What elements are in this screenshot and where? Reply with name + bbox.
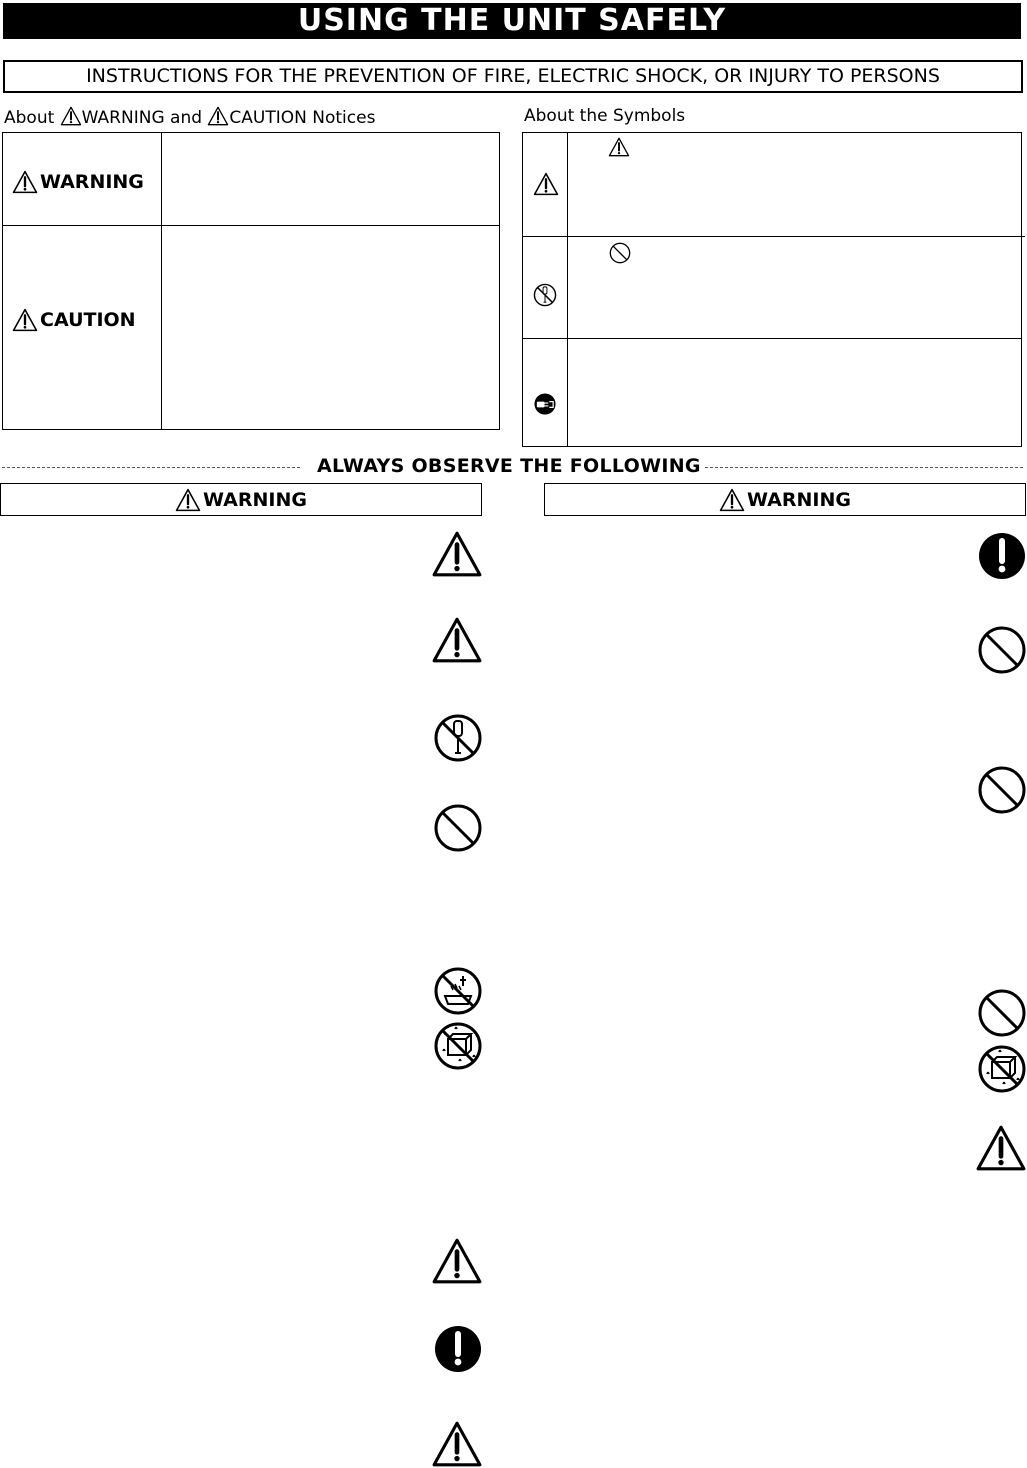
no-water-icon	[977, 1044, 1027, 1094]
heading-dash-right	[705, 467, 1023, 468]
notices-row-divider	[2, 225, 500, 226]
warning-notice-label	[12, 170, 144, 194]
page-title: USING THE UNIT SAFELY	[3, 3, 1021, 39]
no-disassemble-icon	[533, 283, 557, 307]
caution-triangle-icon	[12, 170, 38, 194]
triangle-caution-icon	[431, 530, 483, 578]
caption-about-text: About	[4, 108, 55, 128]
always-observe-heading: ALWAYS OBSERVE THE FOLLOWING	[317, 455, 701, 477]
no-disassemble-icon	[433, 713, 483, 763]
prohibited-icon	[977, 765, 1027, 815]
no-bathroom-icon	[433, 966, 483, 1016]
symbols-divider	[567, 132, 568, 447]
symbols-table	[522, 132, 1022, 447]
caution-triangle-icon	[719, 488, 745, 512]
caution-triangle-icon	[608, 137, 630, 157]
caution-triangle-icon	[533, 172, 559, 196]
prohibited-icon	[977, 625, 1027, 675]
caption-caution-text: CAUTION Notices	[229, 108, 376, 128]
warning-label-text: WARNING	[40, 171, 144, 193]
unplug-icon	[533, 392, 557, 416]
caption-warning-text: WARNING	[81, 108, 165, 128]
right-warning-header	[544, 483, 1026, 516]
symbols-row-divider	[522, 338, 1022, 339]
symbols-caption: About the Symbols	[524, 106, 686, 126]
triangle-caution-icon	[431, 616, 483, 664]
notices-caption	[4, 106, 375, 128]
mandatory-icon	[433, 1324, 483, 1374]
heading-dash-left	[2, 467, 300, 468]
no-water-icon	[433, 1021, 483, 1071]
prohibited-icon	[609, 242, 631, 264]
instructions-heading: INSTRUCTIONS FOR THE PREVENTION OF FIRE, ELECTRIC SHOCK, OR INJURY TO PERSONS	[3, 60, 1023, 93]
prohibited-icon	[433, 803, 483, 853]
notices-divider	[161, 132, 162, 430]
caution-triangle-icon	[175, 488, 201, 512]
right-warning-text: WARNING	[747, 488, 851, 511]
left-warning-text: WARNING	[203, 488, 307, 511]
mandatory-icon	[977, 531, 1027, 581]
left-warning-header	[0, 483, 482, 516]
caption-and-text: and	[170, 108, 203, 128]
symbols-row-divider	[522, 236, 1025, 237]
caution-label-text: CAUTION	[40, 309, 136, 331]
prohibited-icon	[977, 988, 1027, 1038]
triangle-caution-icon	[431, 1237, 483, 1285]
caution-triangle-icon	[60, 106, 82, 126]
caution-triangle-icon	[207, 106, 229, 126]
caution-triangle-icon	[12, 308, 38, 332]
triangle-caution-icon	[431, 1420, 483, 1468]
triangle-caution-icon	[975, 1124, 1027, 1172]
caution-notice-label	[12, 308, 136, 332]
